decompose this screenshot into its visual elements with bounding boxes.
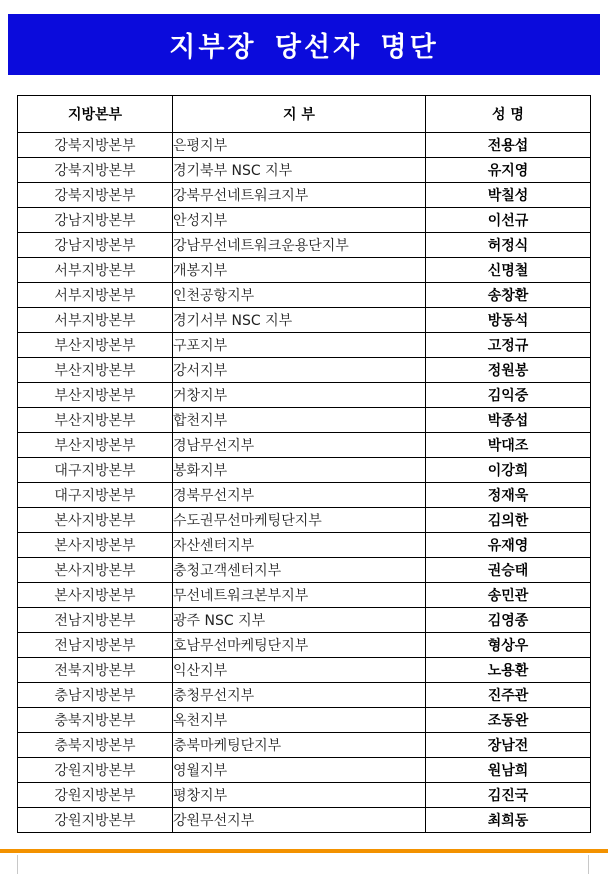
table-row [18, 358, 591, 383]
table-row [18, 433, 591, 458]
cell-name: 유재영 [426, 533, 591, 558]
table-row [18, 633, 591, 658]
table-row [18, 408, 591, 433]
header-branch: 지 부 [173, 96, 426, 133]
table-row [18, 233, 591, 258]
table-header-row [18, 96, 591, 133]
table-row [18, 808, 591, 833]
table-row [18, 733, 591, 758]
cell-region: 본사지방본부 [18, 508, 173, 533]
table-row [18, 458, 591, 483]
cell-name: 박대조 [426, 433, 591, 458]
cell-region: 강북지방본부 [18, 158, 173, 183]
table-row [18, 308, 591, 333]
title-banner [8, 14, 600, 75]
winners-table [17, 95, 591, 833]
cell-name: 송창환 [426, 283, 591, 308]
cell-region: 강원지방본부 [18, 758, 173, 783]
cell-name: 노용환 [426, 658, 591, 683]
cell-branch: 경기북부 NSC 지부 [173, 158, 426, 183]
cell-name: 이강희 [426, 458, 591, 483]
cell-branch: 옥천지부 [173, 708, 426, 733]
table-row [18, 158, 591, 183]
cell-region: 전남지방본부 [18, 633, 173, 658]
cell-region: 본사지방본부 [18, 583, 173, 608]
table-row [18, 708, 591, 733]
table-row [18, 783, 591, 808]
cell-region: 본사지방본부 [18, 558, 173, 583]
cell-name: 장남전 [426, 733, 591, 758]
header-region: 지방본부 [18, 96, 173, 133]
cell-name: 이선규 [426, 208, 591, 233]
cell-branch: 강북무선네트워크지부 [173, 183, 426, 208]
cell-region: 충남지방본부 [18, 683, 173, 708]
cell-name: 김의한 [426, 508, 591, 533]
cell-branch: 강서지부 [173, 358, 426, 383]
cell-region: 대구지방본부 [18, 483, 173, 508]
cell-name: 권승태 [426, 558, 591, 583]
cell-region: 강남지방본부 [18, 208, 173, 233]
table-row [18, 133, 591, 158]
cell-region: 부산지방본부 [18, 333, 173, 358]
cell-region: 강원지방본부 [18, 783, 173, 808]
table-row [18, 533, 591, 558]
cell-branch: 충청고객센터지부 [173, 558, 426, 583]
cell-region: 강원지방본부 [18, 808, 173, 833]
cell-name: 김영종 [426, 608, 591, 633]
table-row [18, 658, 591, 683]
table-row [18, 583, 591, 608]
cell-branch: 충북마케팅단지부 [173, 733, 426, 758]
cell-branch: 강남무선네트워크운용단지부 [173, 233, 426, 258]
cell-region: 충북지방본부 [18, 708, 173, 733]
cell-region: 강북지방본부 [18, 183, 173, 208]
cell-name: 박칠성 [426, 183, 591, 208]
cell-region: 전북지방본부 [18, 658, 173, 683]
cell-region: 강북지방본부 [18, 133, 173, 158]
cell-branch: 경기서부 NSC 지부 [173, 308, 426, 333]
table-row [18, 608, 591, 633]
table-row [18, 383, 591, 408]
cell-branch: 안성지부 [173, 208, 426, 233]
table-row [18, 183, 591, 208]
cell-name: 정재욱 [426, 483, 591, 508]
cell-name: 김익중 [426, 383, 591, 408]
cell-branch: 익산지부 [173, 658, 426, 683]
table-row [18, 208, 591, 233]
table-body [18, 133, 591, 833]
cell-region: 전남지방본부 [18, 608, 173, 633]
cell-branch: 광주 NSC 지부 [173, 608, 426, 633]
cell-branch: 충청무선지부 [173, 683, 426, 708]
table-row [18, 258, 591, 283]
cell-name: 원남희 [426, 758, 591, 783]
cell-region: 서부지방본부 [18, 283, 173, 308]
cell-name: 전용섭 [426, 133, 591, 158]
cell-region: 강남지방본부 [18, 233, 173, 258]
cell-region: 충북지방본부 [18, 733, 173, 758]
cell-name: 유지영 [426, 158, 591, 183]
table-row [18, 333, 591, 358]
cell-branch: 자산센터지부 [173, 533, 426, 558]
cell-branch: 합천지부 [173, 408, 426, 433]
cell-branch: 거창지부 [173, 383, 426, 408]
cell-region: 본사지방본부 [18, 533, 173, 558]
footer-divider [0, 849, 608, 853]
cell-region: 부산지방본부 [18, 433, 173, 458]
cell-branch: 영월지부 [173, 758, 426, 783]
cell-region: 서부지방본부 [18, 258, 173, 283]
cell-branch: 호남무선마케팅단지부 [173, 633, 426, 658]
page-title: 지부장 당선자 명단 [169, 32, 439, 63]
cell-region: 부산지방본부 [18, 358, 173, 383]
cell-branch: 개봉지부 [173, 258, 426, 283]
cell-name: 정원봉 [426, 358, 591, 383]
cell-branch: 은평지부 [173, 133, 426, 158]
cell-branch: 수도권무선마케팅단지부 [173, 508, 426, 533]
cell-branch: 무선네트워크본부지부 [173, 583, 426, 608]
cell-region: 부산지방본부 [18, 383, 173, 408]
footer-margin-mark-right [588, 855, 589, 874]
cell-name: 허정식 [426, 233, 591, 258]
cell-name: 방동석 [426, 308, 591, 333]
cell-name: 형상우 [426, 633, 591, 658]
table-row [18, 508, 591, 533]
cell-name: 조동완 [426, 708, 591, 733]
cell-region: 서부지방본부 [18, 308, 173, 333]
cell-region: 부산지방본부 [18, 408, 173, 433]
cell-name: 송민관 [426, 583, 591, 608]
cell-name: 진주관 [426, 683, 591, 708]
table-row [18, 558, 591, 583]
cell-name: 박종섭 [426, 408, 591, 433]
cell-region: 대구지방본부 [18, 458, 173, 483]
table-row [18, 283, 591, 308]
cell-branch: 인천공항지부 [173, 283, 426, 308]
cell-name: 신명철 [426, 258, 591, 283]
footer-margin-mark-left [17, 855, 18, 874]
cell-branch: 경북무선지부 [173, 483, 426, 508]
table-row [18, 758, 591, 783]
table-row [18, 683, 591, 708]
cell-branch: 경남무선지부 [173, 433, 426, 458]
cell-branch: 강원무선지부 [173, 808, 426, 833]
cell-name: 최희동 [426, 808, 591, 833]
cell-name: 김진국 [426, 783, 591, 808]
cell-branch: 봉화지부 [173, 458, 426, 483]
table-row [18, 483, 591, 508]
cell-name: 고정규 [426, 333, 591, 358]
cell-branch: 평창지부 [173, 783, 426, 808]
header-name: 성 명 [426, 96, 591, 133]
cell-branch: 구포지부 [173, 333, 426, 358]
